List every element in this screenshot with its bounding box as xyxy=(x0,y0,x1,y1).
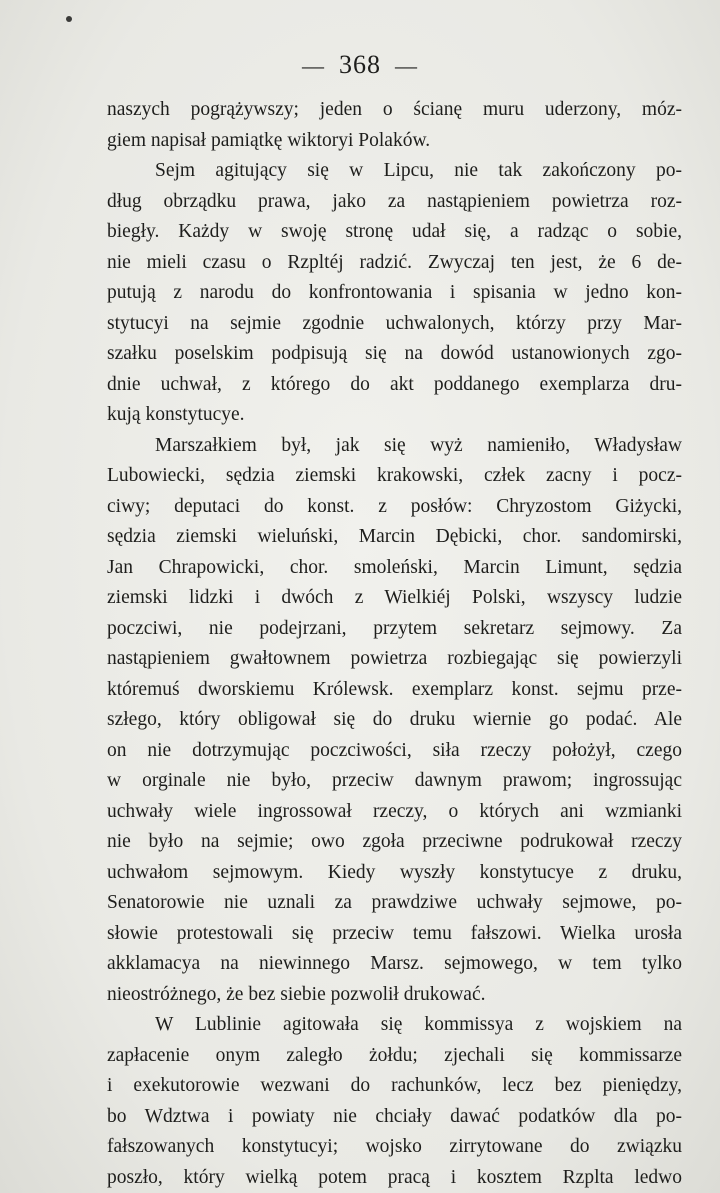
header-dash-left: — xyxy=(302,53,325,78)
page-number: 368 xyxy=(339,50,381,79)
text-line: stytucyi na sejmie zgodnie uchwalonych, którzy przy Mar- xyxy=(107,312,682,334)
text-line: dnie uchwał, z którego do akt poddanego exemplarza dru- xyxy=(107,373,682,395)
text-line: i exekutorowie wezwani do rachunków, lecz bez pieniędzy, xyxy=(107,1075,682,1096)
text-line: dług obrządku prawa, jako za nastąpieniem powietrza roz- xyxy=(107,190,682,212)
text-line: w orginale nie było, przeciw dawnym prawom; ingrossując xyxy=(107,770,682,791)
page-header xyxy=(0,50,720,80)
header-dash-right: — xyxy=(395,53,418,78)
body-text xyxy=(107,95,682,1193)
text-line: szałku poselskim podpisują się na dowód ustanowionych zgo- xyxy=(107,343,682,364)
text-line: Lubowiecki, sędzia ziemski krakowski, człek zacny i pocz- xyxy=(107,465,682,486)
text-line: putują z narodu do konfrontowania i spisania w jedno kon- xyxy=(107,282,682,303)
text-line: fałszowanych konstytucyi; wojsko zirrytowane do związku xyxy=(107,1136,682,1157)
text-line: naszych pogrążywszy; jeden o ścianę muru uderzony, móz- xyxy=(107,99,682,120)
text-line: ziemski lidzki i dwóch z Wielkiéj Polski, wszyscy ludzie xyxy=(107,587,682,608)
text-line: on nie dotrzymując poczciwości, siła rzeczy położył, czego xyxy=(107,739,682,761)
text-line: zapłacenie onym zaległo żołdu; zjechali się kommissarze xyxy=(107,1044,682,1066)
text-line: sędzia ziemski wieluński, Marcin Dębicki, chor. sandomirski, xyxy=(107,526,682,547)
text-line: nastąpieniem gwałtownem powietrza rozbiegając się powierzyli xyxy=(107,648,682,669)
text-line: akklamacya na niewinnego Marsz. sejmowego, w tem tylko xyxy=(107,953,682,974)
text-line: nie mieli czasu o Rzpltéj radzić. Zwyczaj ten jest, że 6 de- xyxy=(107,251,682,273)
text-line: poczciwi, nie podejrzani, przytem sekretarz sejmowy. Za xyxy=(107,617,682,639)
text-line: kują konstytucye. xyxy=(107,404,245,425)
text-line: nieostróżnego, że bez siebie pozwolił drukować. xyxy=(107,983,486,1005)
text-line: uchwały wiele ingrossował rzeczy, o których ani wzmianki xyxy=(107,800,682,822)
text-line: W Lublinie agitowała się kommissya z wojskiem na xyxy=(155,1014,682,1035)
text-line: Senatorowie nie uznali za prawdziwe uchwały sejmowe, po- xyxy=(107,892,682,913)
text-line: giem napisał pamiątkę wiktoryi Polaków. xyxy=(107,129,431,151)
text-line: ciwy; deputaci do konst. z posłów: Chryzostom Giżycki, xyxy=(107,495,682,517)
text-line: szłego, który obligował się do druku wiernie go podać. Ale xyxy=(107,709,682,730)
text-line: biegły. Każdy w swoję stronę udał się, a radząc o sobie, xyxy=(107,221,682,242)
text-line: uchwałom sejmowym. Kiedy wyszły konstytucye z druku, xyxy=(107,861,682,883)
text-line: któremuś dworskiemu Królewsk. exemplarz konst. sejmu prze- xyxy=(107,678,682,700)
text-line: nie było na sejmie; owo zgoła przeciwne podrukował rzeczy xyxy=(107,831,682,852)
text-line: Marszałkiem był, jak się wyż namieniło, Władysław xyxy=(155,434,682,456)
text-line: poszło, który wielką potem pracą i kosztem Rzplta ledwo xyxy=(107,1166,682,1188)
text-line: słowie protestowali się przeciw temu fałszowi. Wielka urosła xyxy=(107,922,682,944)
ink-speck xyxy=(66,16,72,22)
text-line: Jan Chrapowicki, chor. smoleński, Marcin Limunt, sędzia xyxy=(107,556,682,578)
text-line: bo Wdztwa i powiaty nie chciały dawać podatków dla po- xyxy=(107,1105,682,1127)
text-line: Sejm agitujący się w Lipcu, nie tak zakończony po- xyxy=(155,160,682,181)
